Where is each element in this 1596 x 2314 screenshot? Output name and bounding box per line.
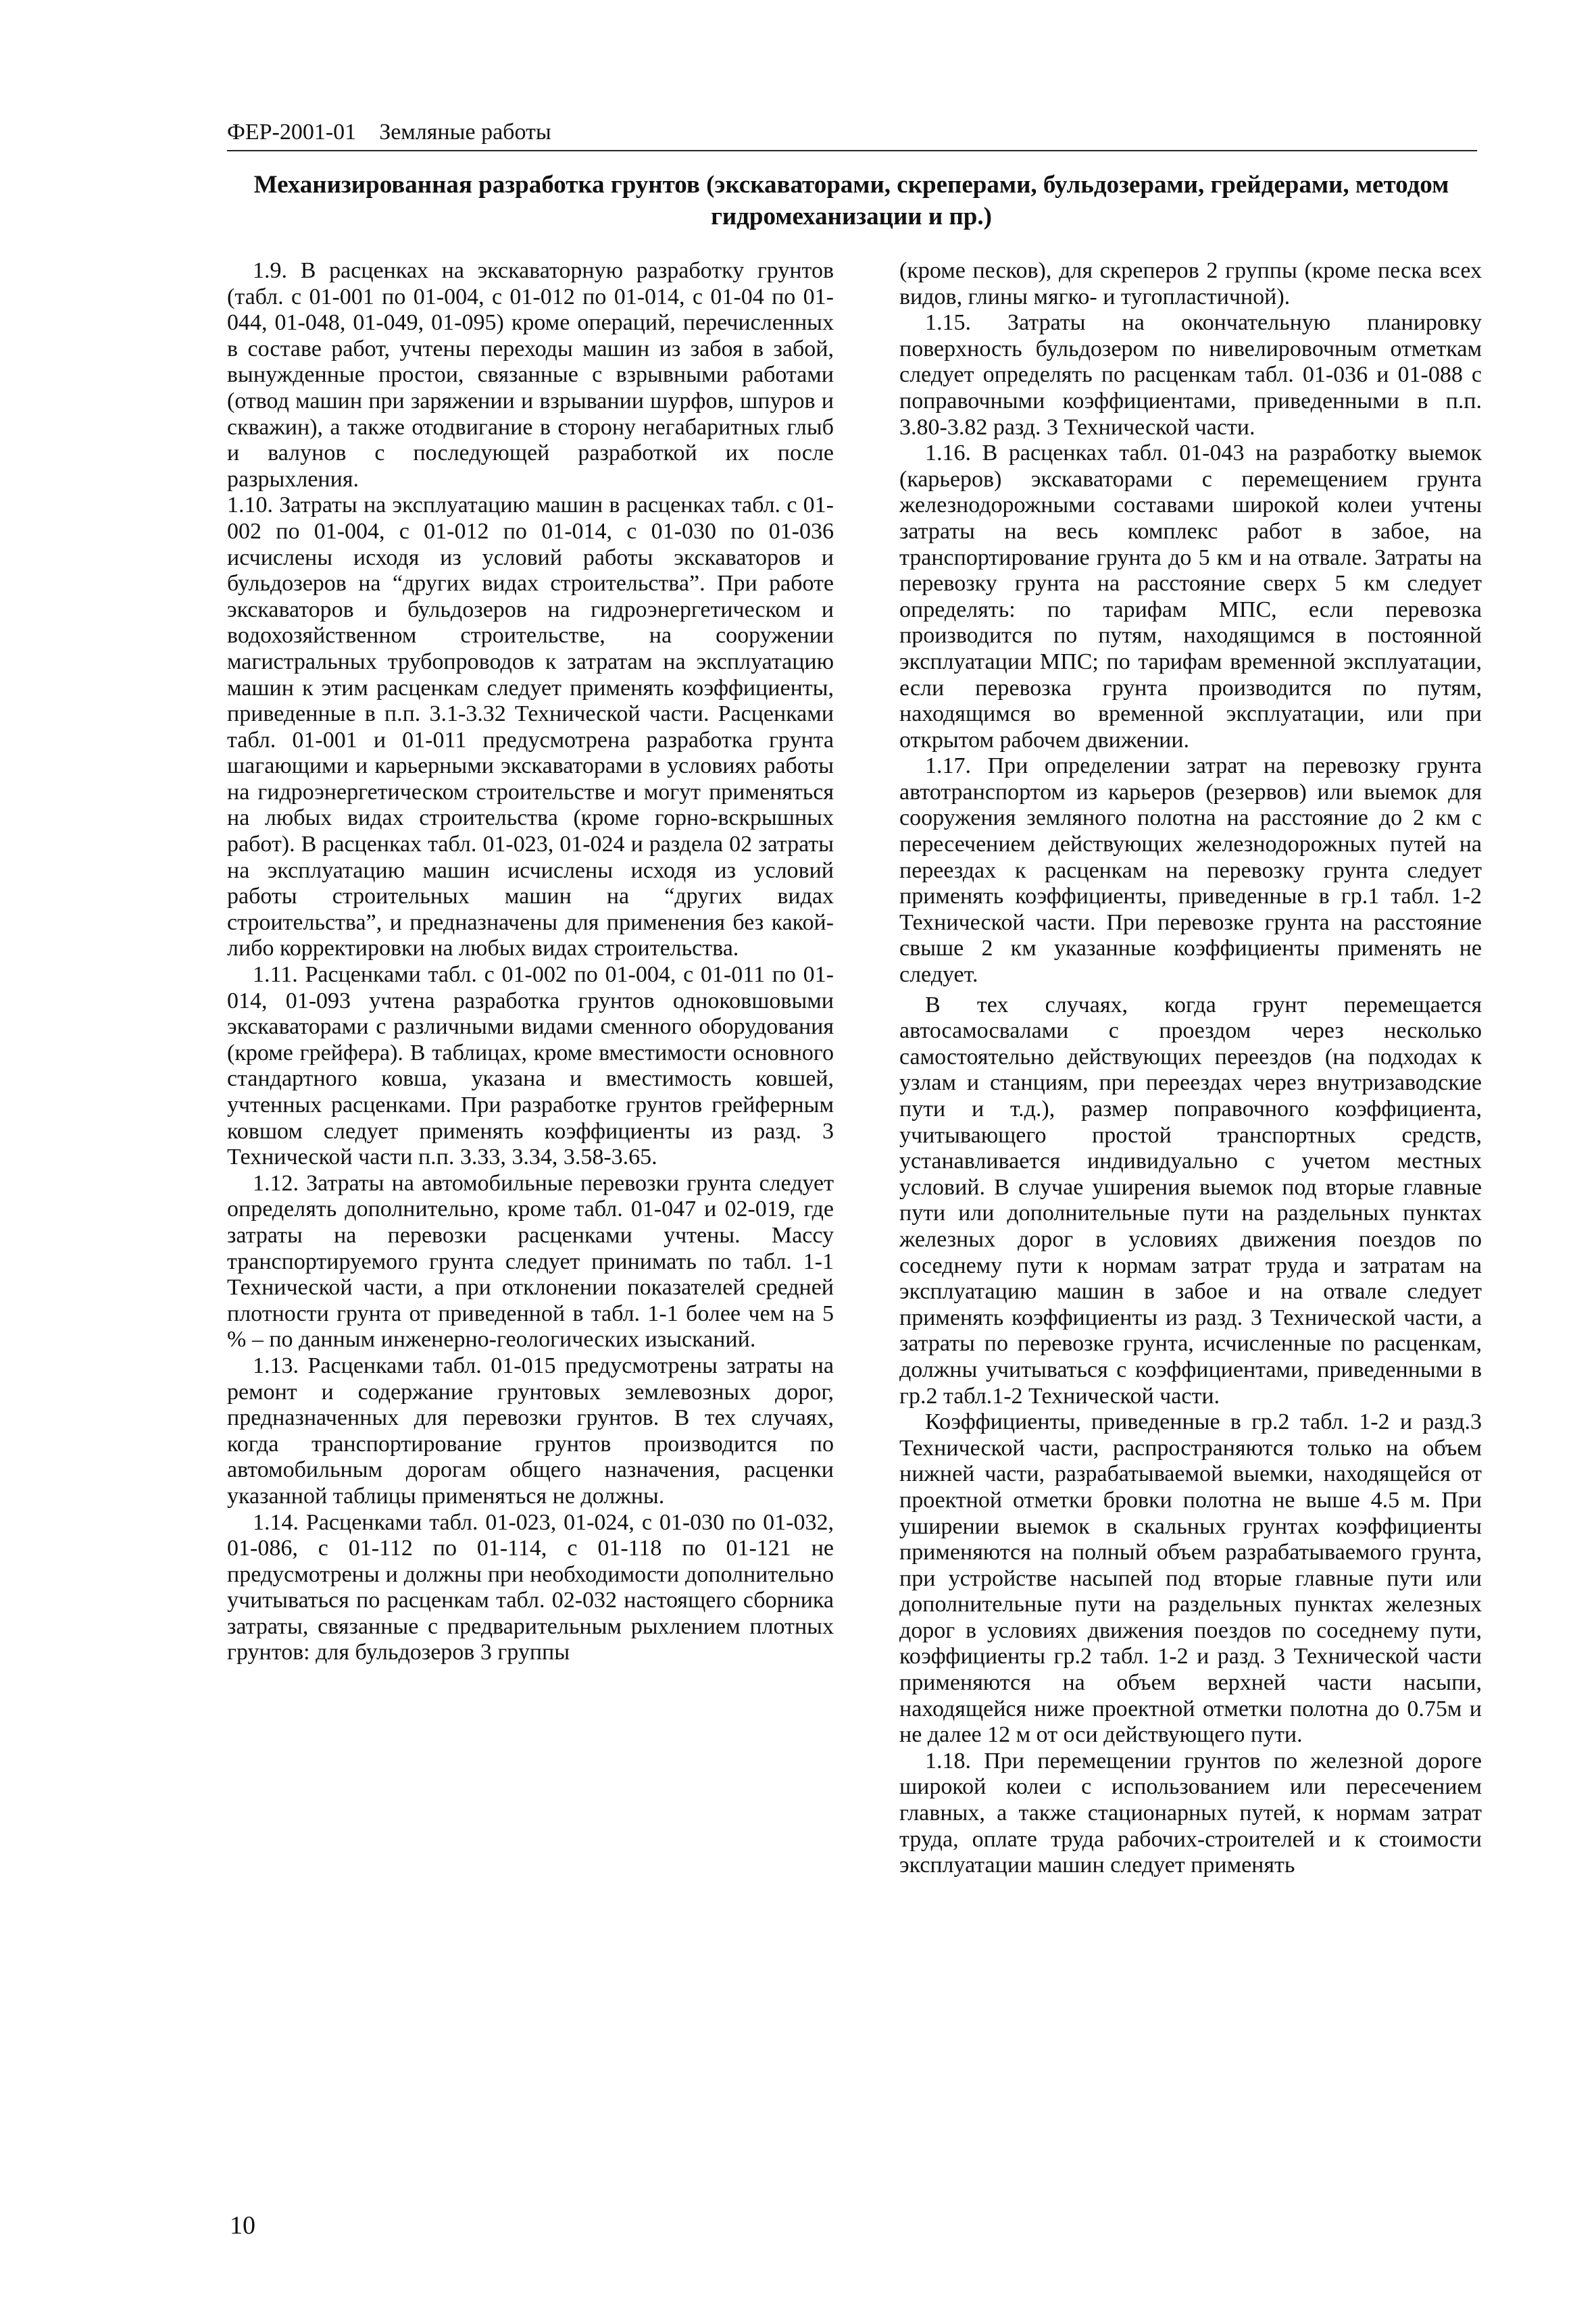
- page-number: 10: [230, 2211, 255, 2240]
- paragraph-1-9: 1.9. В расценках на экскаваторную разработку грунтов (табл. с 01-001 по 01-004, с 01-012 по 01-014, с 01-04 по 01-044, 01-048, 01-049, 01-095) кроме операций, перечисленных в составе работ, учтены переходы машин из забоя в забой, вынужденные простои, связанные с взрывными работами (отвод машин при заряжении и взрывании шурфов, шпуров и скважин), а также отодвигание в сторону негабаритных глыб и валунов с последующей разработкой их после разрыхления.: [227, 258, 834, 492]
- paragraph-1-15: 1.15. Затраты на окончательную планировку поверхность бульдозером по нивелировочным отметкам следует определять по расценкам табл. 01-036 и 01-088 с поправочными коэффициентами, приведенными в п.п. 3.80-3.82 разд. 3 Технической части.: [899, 310, 1482, 440]
- paragraph-1-14-continued: (кроме песков), для скреперов 2 группы (кроме песка всех видов, глины мягко- и тугопластичной).: [899, 258, 1482, 309]
- paragraph-1-17-coefficients: Коэффициенты, приведенные в гр.2 табл. 1-2 и разд.3 Технической части, распространяются только на объем нижней части, разрабатываемой выемки, находящейся от проектной отметки бровки полотна не выше 4.5 м. При уширении выемок в скальных грунтах коэффициенты применяются на полный объем разрабатываемого грунта, при устройстве насыпей под вторые главные пути или дополнительные пути на раздельных пунктах железных дорог в условиях движения поездов по соседнему пути, коэффициенты гр.2 табл. 1-2 и разд. 3 Технической части применяются на объем верхней части насыпи, находящейся ниже проектной отметки полотна до 0.75м и не далее 12 м от оси действующего пути.: [899, 1409, 1482, 1748]
- section-name: Земляные работы: [379, 120, 551, 145]
- paragraph-1-18: 1.18. При перемещении грунтов по железной дороге широкой колеи с использованием или пересечением главных, а также стационарных путей, к нормам затрат труда, оплате труда рабочих-строителей и к стоимости эксплуатации машин следует применять: [899, 1748, 1482, 1878]
- running-header: [227, 119, 1477, 146]
- document-code: ФЕР-2001-01: [227, 120, 357, 145]
- paragraph-1-16: 1.16. В расценках табл. 01-043 на разработку выемок (карьеров) экскаваторами с перемещением грунта железнодорожными составами широкой колеи учтены затраты на весь комплекс работ в забое, на транспортирование грунта до 5 км и на отвале. Затраты на перевозку грунта на расстояние сверх 5 км следует определять: по тарифам МПС, если перевозка производится по путям, находящимся в постоянной эксплуатации МПС; по тарифам временной эксплуатации, если перевозка грунта производится по путям, находящимся во временной эксплуатации, или при открытом рабочем движении.: [899, 441, 1482, 753]
- paragraph-1-13: 1.13. Расценками табл. 01-015 предусмотрены затраты на ремонт и содержание грунтовых землевозных дорог, предназначенных для перевозки грунтов. В тех случаях, когда транспортирование грунтов производится по автомобильным дорогам общего назначения, расценки указанной таблицы применяться не должны.: [227, 1353, 834, 1509]
- section-title: Механизированная разработка грунтов (экскаваторами, скреперами, бульдозерами, грейдерами, методом гидромеханизации и пр.): [253, 171, 1449, 230]
- right-column: [899, 258, 1482, 1879]
- paragraph-1-17-cases: В тех случаях, когда грунт перемещается автосамосвалами с проездом через несколько самостоятельно действующих переездов (на подходах к узлам и станциям, при переездах через внутризаводские пути и т.д.), размер поправочного коэффициента, учитывающего простой транспортных средств, устанавливается индивидуально с учетом местных условий. В случае уширения выемок под вторые главные пути или дополнительные пути на раздельных пунктах железных дорог в условиях движения поездов по соседнему пути к нормам затрат труда и затратам на эксплуатацию машин в забое и на отвале следует применять коэффициенты из разд. 3 Технической части, а затраты по перевозке грунта, исчисленные по расценкам, должны учитываться с коэффициентами, приведенными в гр.2 табл.1-2 Технической части.: [899, 992, 1482, 1409]
- paragraph-1-12: 1.12. Затраты на автомобильные перевозки грунта следует определять дополнительно, кроме табл. 01-047 и 02-019, где затраты на перевозки расценками учтены. Массу транспортируемого грунта следует принимать по табл. 1-1 Технической части, а при отклонении показателей средней плотности грунта от приведенной в табл. 1-1 более чем на 5 % – по данным инженерно-геологических изысканий.: [227, 1170, 834, 1353]
- paragraph-1-11: 1.11. Расценками табл. с 01-002 по 01-004, с 01-011 по 01-014, 01-093 учтена разработка грунтов одноковшовыми экскаваторами с различными видами сменного оборудования (кроме грейфера). В таблицах, кроме вместимости основного стандартного ковша, указана и вместимость ковшей, учтенных расценками. При разработке грунтов грейферным ковшом следует применять коэффициенты из разд. 3 Технической части п.п. 3.33, 3.34, 3.58-3.65.: [227, 962, 834, 1170]
- paragraph-1-17: 1.17. При определении затрат на перевозку грунта автотранспортом из карьеров (резервов) или выемок для сооружения земляного полотна на расстояние до 2 км с пересечением действующих железнодорожных путей на переездах к расценкам на перевозку грунта следует применять коэффициенты, приведенные в гр.1 табл. 1-2 Технической части. При перевозке грунта на расстояние свыше 2 км указанные коэффициенты применять не следует.: [899, 753, 1482, 988]
- header-rule: [227, 150, 1477, 151]
- paragraph-1-14: 1.14. Расценками табл. 01-023, 01-024, с 01-030 по 01-032, 01-086, с 01-112 по 01-114, с 01-118 по 01-121 не предусмотрены и должны при необходимости дополнительно учитываться по расценкам табл. 02-032 настоящего сборника затраты, связанные с предварительным рыхлением плотных грунтов: для бульдозеров 3 группы: [227, 1509, 834, 1665]
- left-column: [227, 258, 834, 1666]
- paragraph-1-10: 1.10. Затраты на эксплуатацию машин в расценках табл. с 01-002 по 01-004, с 01-012 по 01-014, с 01-030 по 01-036 исчислены исходя из условий работы экскаваторов и бульдозеров на “других видах строительства”. При работе экскаваторов и бульдозеров на гидроэнергетическом и водохозяйственном строительстве, на сооружении магистральных трубопроводов к затратам на эксплуатацию машин к этим расценкам следует применять коэффициенты, приведенные в п.п. 3.1-3.32 Технической части. Расценками табл. 01-001 и 01-011 предусмотрена разработка грунта шагающими и карьерными экскаваторами в условиях работы на гидроэнергетическом строительстве и могут применяться на любых видах строительства (кроме горно-вскрышных работ). В расценках табл. 01-023, 01-024 и раздела 02 затраты на эксплуатацию машин исчислены исходя из условий работы строительных машин на “других видах строительства”, и предназначены для применения без какой-либо корректировки на любых видах строительства.: [227, 493, 834, 961]
